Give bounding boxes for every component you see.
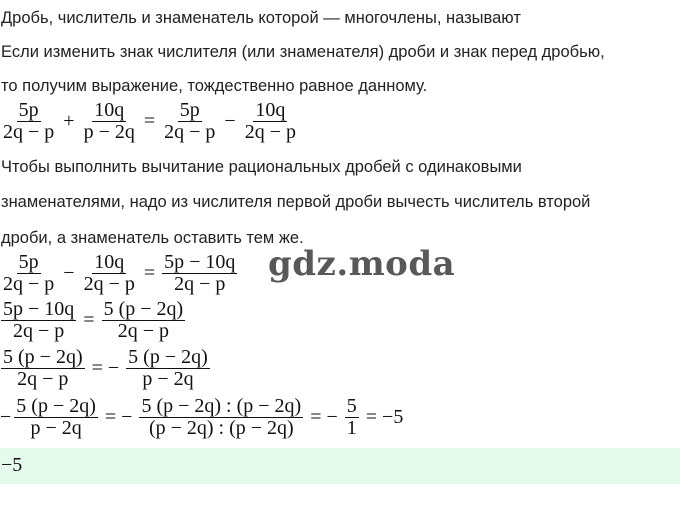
- text-line-3: то получим выражение, тождественно равное данному.: [1, 77, 428, 95]
- fraction: $\frac{5p}{2q - p}$: [164, 99, 216, 143]
- fraction: $\frac{5 (p - 2q)}{2q - p}$: [103, 298, 184, 342]
- fraction: $\frac{5 (p - 2q)}{p - 2q}$: [16, 395, 96, 439]
- equation-1: $\frac{5p}{2q - p}$ + $\frac{10q}{p - 2q}$ = $\frac{5p}{2q - p}$ − $\frac{10q}{2q - p}$: [3, 99, 296, 143]
- answer-value: −5: [1, 454, 23, 476]
- fraction: $\frac{5p - 10q}{2q - p}$: [3, 298, 75, 342]
- watermark-logo: gdz.moda: [268, 244, 456, 284]
- fraction: $\frac{5 (p - 2q)}{2q - p}$: [3, 346, 83, 390]
- fraction: $\frac{10q}{2q - p}$: [244, 99, 296, 143]
- text-line-4: Чтобы выполнить вычитание рациональных дробей с одинаковыми: [1, 158, 522, 176]
- fraction: $\frac{5p}{2q - p}$: [3, 251, 55, 295]
- equation-4: $\frac{5 (p - 2q)}{2q - p}$ = − $\frac{5 (p - 2q)}{p - 2q}$: [3, 346, 208, 390]
- answer-box: [0, 448, 680, 484]
- equation-3: $\frac{5p - 10q}{2q - p}$ = $\frac{5 (p - 2q)}{2q - p}$: [3, 298, 184, 342]
- text-line-2: Если изменить знак числителя (или знаменателя) дроби и знак перед дробью,: [1, 43, 605, 61]
- fraction: $\frac{5 (p - 2q) : (p - 2q)}{(p - 2q) : (p - 2q)}$: [141, 395, 302, 439]
- fraction: $\frac{5p}{2q - p}$: [3, 99, 55, 143]
- fraction: $\frac{10q}{p - 2q}$: [83, 99, 135, 143]
- text-line-5: знаменателями, надо из числителя первой дроби вычесть числитель второй: [1, 193, 591, 211]
- equation-5: − $\frac{5 (p - 2q)}{p - 2q}$ = − $\frac{5 (p - 2q) : (p - 2q)}{(p - 2q) : (p - 2q)}$ = − $\frac{5}{1}$ = −5: [0, 395, 404, 439]
- fraction: $\frac{10q}{2q - p}$: [83, 251, 135, 295]
- equation-2: $\frac{5p}{2q - p}$ − $\frac{10q}{2q - p}$ = $\frac{5p - 10q}{2q - p}$: [3, 251, 236, 295]
- text-line-1: Дробь, числитель и знаменатель которой — многочлены, называют: [1, 9, 521, 27]
- fraction: $\frac{5}{1}$: [346, 395, 357, 439]
- text-line-6: дроби, а знаменатель оставить тем же.: [1, 229, 304, 247]
- fraction: $\frac{5 (p - 2q)}{p - 2q}$: [128, 346, 208, 390]
- fraction: $\frac{5p - 10q}{2q - p}$: [164, 251, 236, 295]
